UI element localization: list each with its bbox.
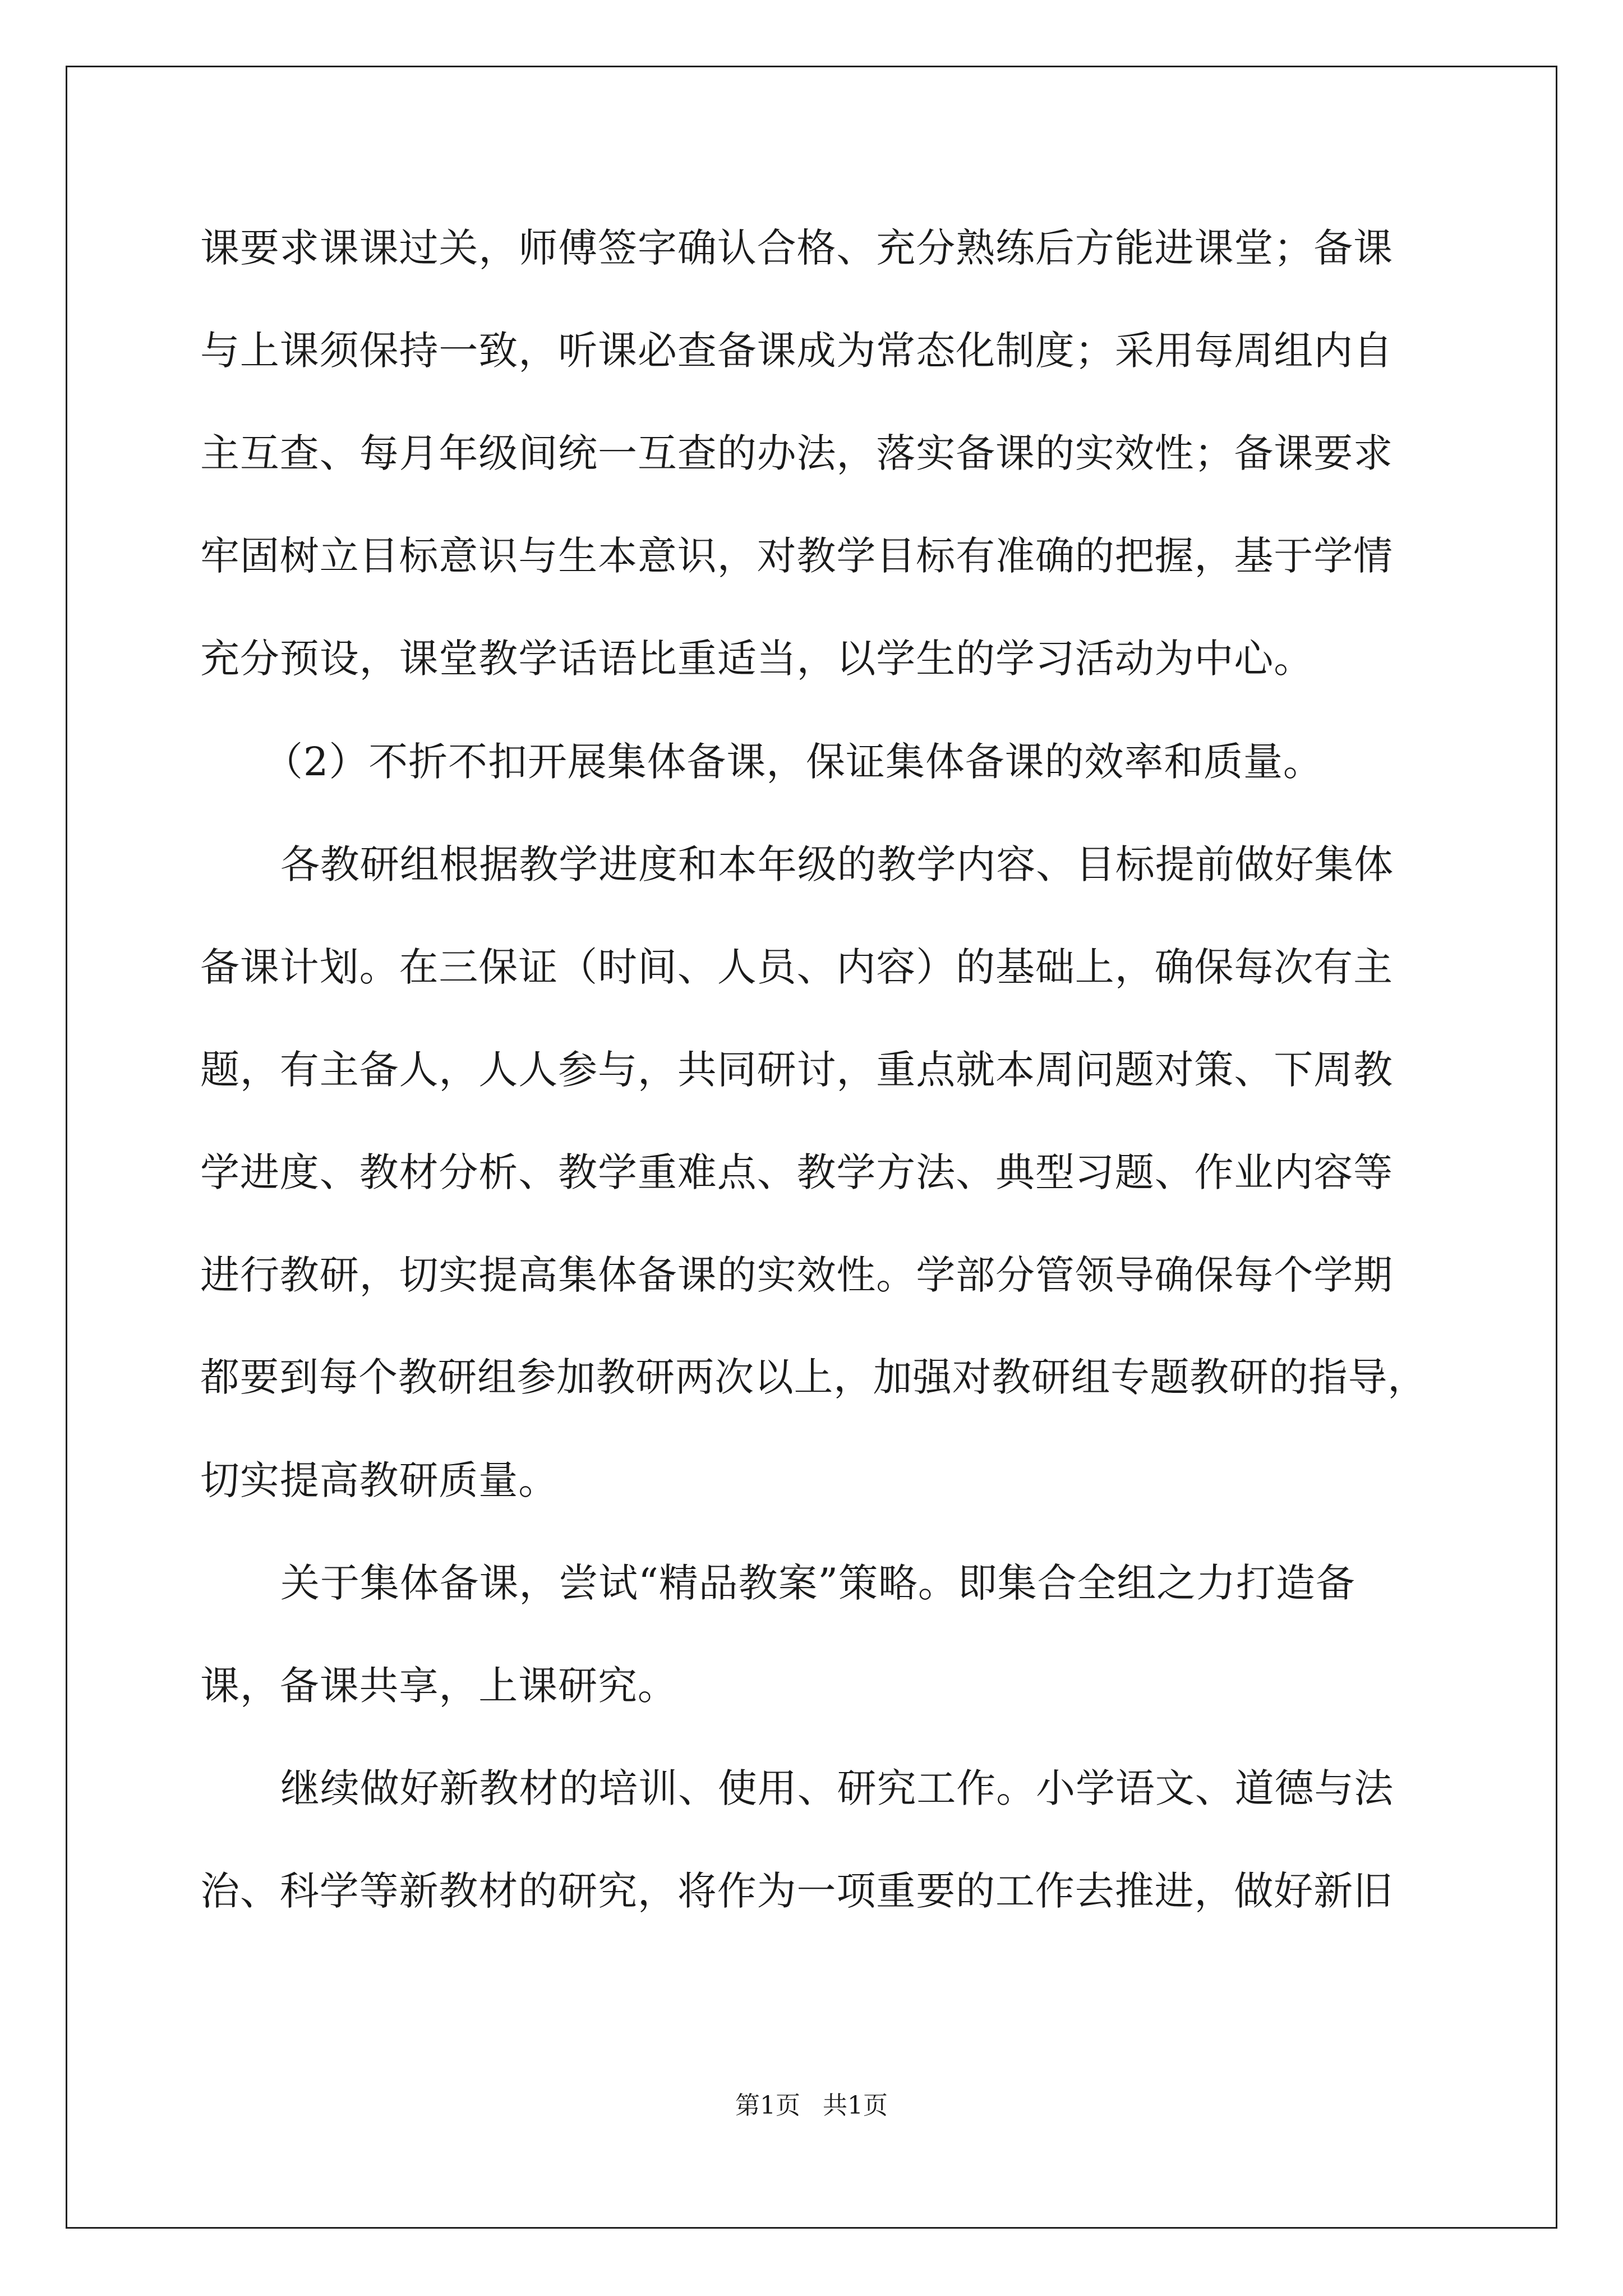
section-heading: （2）不折不扣开展集体备课，保证集体备课的效率和质量。	[264, 739, 1323, 785]
text-line: 治、科学等新教材的研究，将作为一项重要的工作去推进，做好新旧	[200, 1868, 1393, 1914]
text-line: 充分预设，课堂教学话语比重适当，以学生的学习活动为中心。	[200, 636, 1314, 682]
text-line: 牢固树立目标意识与生本意识，对教学目标有准确的把握，基于学情	[200, 533, 1393, 579]
text-line: 课，备课共享，上课研究。	[200, 1663, 677, 1709]
paragraph-start: 关于集体备课，尝试“精品教案”策略。即集合全组之力打造备	[280, 1560, 1355, 1606]
text-line: 课要求课课过关，师傅签字确认合格、充分熟练后方能进课堂；备课	[200, 225, 1393, 271]
page-total: 共1页	[823, 2091, 888, 2120]
text-line: 主互查、每月年级间统一互查的办法，落实备课的实效性；备课要求	[200, 430, 1393, 476]
text-line: 备课计划。在三保证（时间、人员、内容）的基础上，确保每次有主	[200, 944, 1393, 990]
page-footer	[0, 2093, 1623, 2118]
paragraph-start: 继续做好新教材的培训、使用、研究工作。小学语文、道德与法	[280, 1765, 1394, 1811]
page-number: 第1页	[735, 2091, 800, 2120]
paragraph-start: 各教研组根据教学进度和本年级的教学内容、目标提前做好集体	[280, 841, 1394, 887]
text-line: 与上课须保持一致，听课必查备课成为常态化制度；采用每周组内自	[200, 328, 1393, 374]
text-line: 题，有主备人，人人参与，共同研讨，重点就本周问题对策、下周教	[200, 1047, 1393, 1093]
text-line: 学进度、教材分析、教学重难点、教学方法、典型习题、作业内容等	[200, 1149, 1393, 1195]
text-line: 进行教研，切实提高集体备课的实效性。学部分管领导确保每个学期	[200, 1252, 1393, 1298]
text-line: 都要到每个教研组参加教研两次以上，加强对教研组专题教研的指导，	[200, 1355, 1427, 1400]
text-line: 切实提高教研质量。	[200, 1457, 559, 1503]
